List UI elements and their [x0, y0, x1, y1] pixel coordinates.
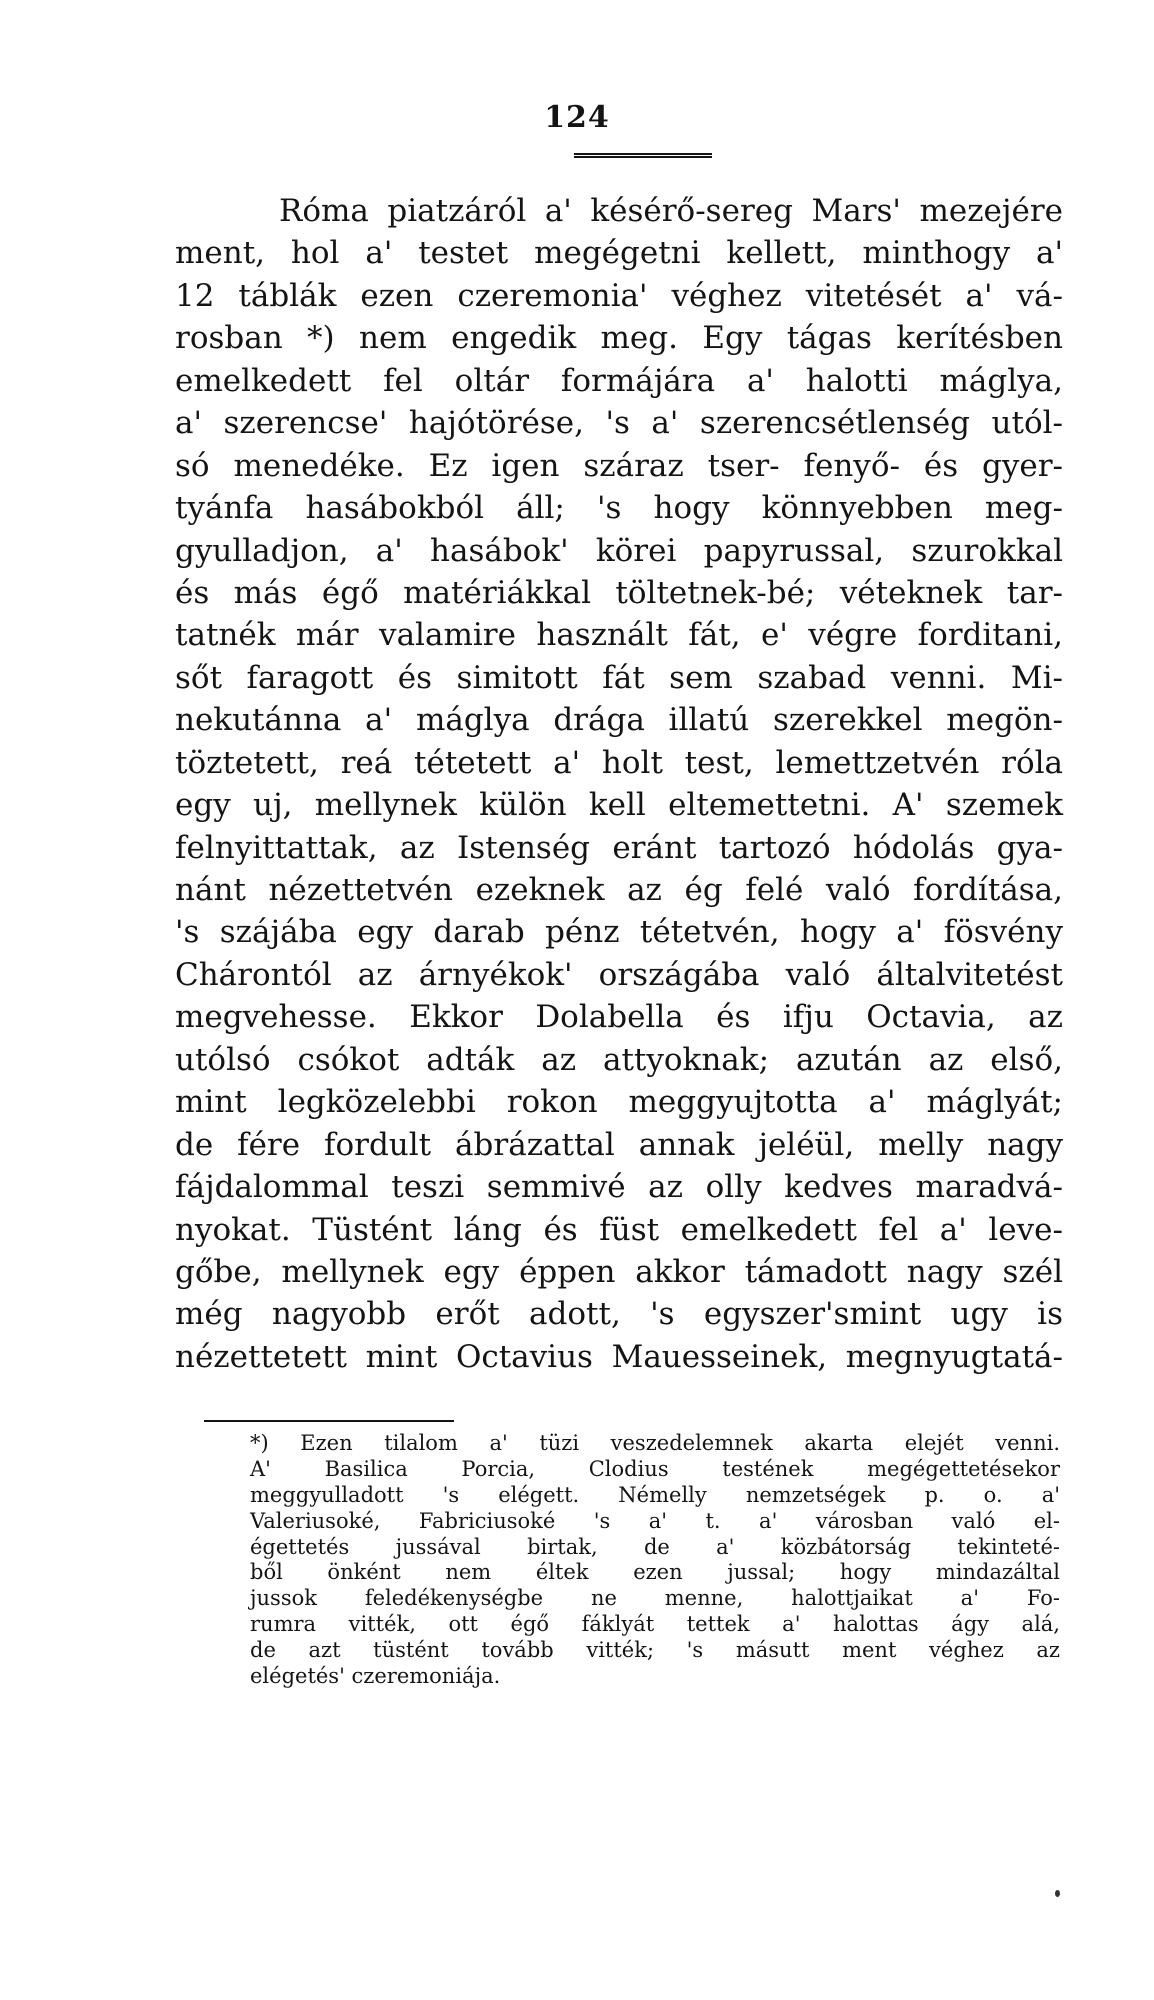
footnote-line: de azt tüstént tovább vitték; 's másutt ment véghez az: [250, 1638, 1060, 1663]
text-line: de fére fordult ábrázattal annak jeléül, melly nagy: [175, 1126, 1063, 1163]
text-line: gőbe, mellynek egy éppen akkor támadott nagy szél: [175, 1253, 1063, 1290]
footnote: [250, 1431, 1060, 1690]
text-line: nézettetett mint Octavius Mauesseinek, megnyugtatá-: [175, 1338, 1063, 1375]
footnote-line: elégetés' czeremoniája.: [250, 1664, 501, 1689]
text-line: 12 táblák ezen czeremonia' véghez vitetését a' vá-: [175, 277, 1063, 314]
page-number: 124: [544, 100, 610, 135]
text-line: tyánfa hasábokból áll; 's hogy könnyebben meg-: [175, 490, 1063, 527]
text-line: sőt faragott és simitott fát sem szabad venni. Mi-: [175, 659, 1063, 696]
text-line: és más égő matériákkal töltetnek-bé; véteknek tar-: [175, 574, 1063, 611]
text-line: Chárontól az árnyékok' országába való általvitetést: [175, 956, 1063, 993]
header-rule: [574, 153, 712, 161]
text-line: töztetett, reá tétetett a' holt test, lemettzetvén róla: [175, 744, 1063, 781]
text-line: nekutánna a' máglya drága illatú szerekkel megön-: [175, 702, 1063, 739]
text-line: só menedéke. Ez igen száraz tser- fenyő- és gyer-: [175, 447, 1063, 484]
footnote-line: A' Basilica Porcia, Clodius testének megégettetésekor: [250, 1456, 1060, 1481]
ink-speck: [1055, 1890, 1060, 1897]
footnote-line: Valeriusoké, Fabriciusoké 's a' t. a' városban való el-: [250, 1508, 1060, 1533]
text-line: 's szájába egy darab pénz tétetvén, hogy a' fösvény: [175, 914, 1063, 951]
footnote-line: meggyulladott 's elégett. Némelly nemzetségek p. o. a': [250, 1482, 1060, 1507]
footnote-line: égettetés jussával birtak, de a' közbátorság tekinteté-: [250, 1534, 1060, 1559]
text-line: emelkedett fel oltár formájára a' halotti máglya,: [175, 362, 1063, 399]
text-line: felnyittattak, az Istenség eránt tartozó hódolás gya-: [175, 829, 1063, 866]
text-line: rosban *) nem engedik meg. Egy tágas kerítésben: [175, 320, 1063, 357]
text-line: nyokat. Tüstént láng és füst emelkedett fel a' leve-: [175, 1211, 1063, 1248]
text-line: fájdalommal teszi semmivé az olly kedves maradvá-: [175, 1169, 1063, 1206]
text-line: gyulladjon, a' hasábok' körei papyrussal, szurokkal: [175, 532, 1063, 569]
footnote-line: rumra vitték, ott égő fáklyát tettek a' halottas ágy alá,: [250, 1612, 1060, 1637]
text-line: még nagyobb erőt adott, 's egyszer'smint ugy is: [175, 1296, 1063, 1333]
text-line: utólsó csókot adták az attyoknak; azután az első,: [175, 1041, 1063, 1078]
text-line: Róma piatzáról a' késérő-sereg Mars' mezejére: [279, 193, 1063, 229]
text-line: megvehesse. Ekkor Dolabella és ifju Octavia, az: [175, 999, 1063, 1036]
text-line: mint legközelebbi rokon meggyujtotta a' máglyát;: [175, 1084, 1063, 1121]
footnote-rule: [204, 1420, 454, 1422]
text-line: a' szerencse' hajótörése, 's a' szerencsétlenség utól-: [175, 405, 1063, 442]
footnote-line: jussok feledékenységbe ne menne, halottjaikat a' Fo-: [250, 1586, 1060, 1611]
footnote-line: *) Ezen tilalom a' tüzi veszedelemnek akarta elejét venni.: [250, 1431, 1060, 1455]
main-text: [175, 190, 1063, 1378]
text-line: tatnék már valamire használt fát, e' végre forditani,: [175, 617, 1063, 654]
text-line: egy uj, mellynek külön kell eltemettetni. A' szemek: [175, 787, 1063, 824]
footnote-line: ből önként nem éltek ezen jussal; hogy mindazáltal: [250, 1560, 1060, 1585]
text-line: nánt nézettetvén ezeknek az ég felé való fordítása,: [175, 872, 1063, 908]
text-line: ment, hol a' testet megégetni kellett, minthogy a': [175, 235, 1063, 272]
